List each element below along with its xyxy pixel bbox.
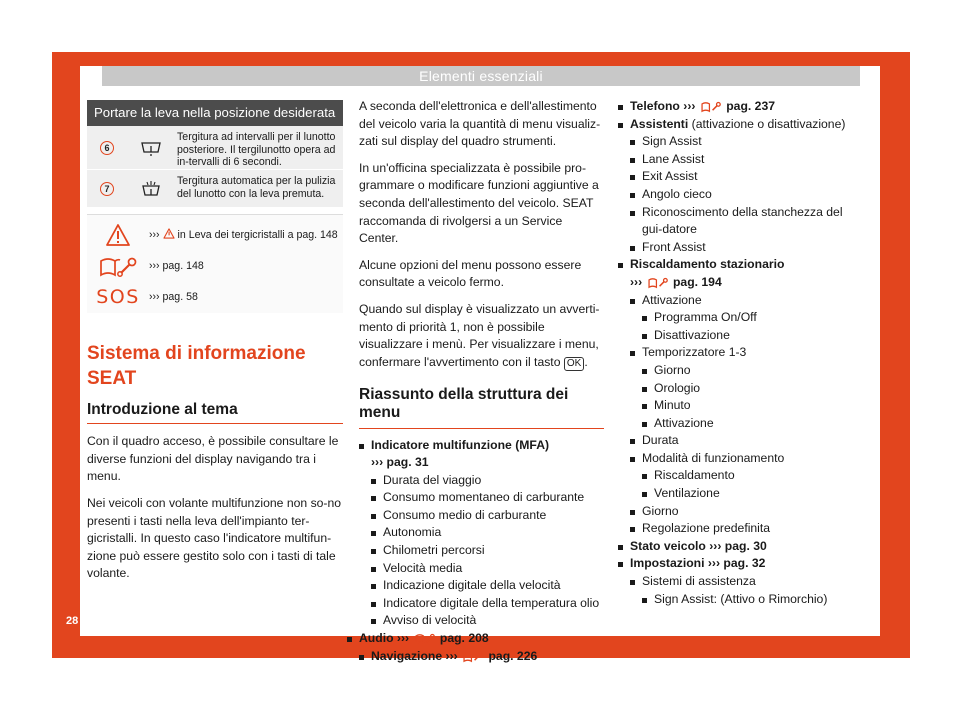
list-item: Exit Assist (630, 168, 866, 186)
list-item: Minuto (642, 397, 866, 415)
list-item: Disattivazione (642, 327, 866, 345)
rear-washer-icon (140, 181, 162, 197)
column-right (618, 98, 866, 608)
list-item: Indicatore multifunzione (MFA) ››› pag. 31 Durata del viaggio Consumo momentaneo di carburante Consumo medio di carburante Autonomia Chilometri percorsi Velocità media Indicazione digitale della velocità Indicatore digitale della temperatura olio Avviso di velocità (359, 437, 604, 631)
list-item: Audio ››› pag. 208 (347, 630, 604, 648)
list-item: Sistemi di assistenza Sign Assist: (Attivo o Rimorchio) (630, 573, 866, 608)
page-reference[interactable]: ››› pag. 32 (707, 556, 766, 571)
list-item: Durata del viaggio (371, 472, 604, 490)
rear-wiper-interval-icon (140, 140, 162, 156)
list-item: Riscaldamento stazionario ››› pag. 194 Attivazione Programma On/Off Disattivazione Temporizzatore 1-3 Giorno Orologio Minuto Attivazione Durata Modalità di funzionamento Riscaldamento Ventilazione Giorno Regolazione predefinita (618, 256, 866, 538)
callout-number: 7 (100, 182, 114, 196)
list-item: Telefono ››› pag. 237 (618, 98, 866, 116)
book-wrench-icon (648, 276, 668, 289)
book-wrench-icon (415, 632, 435, 645)
book-wrench-icon (701, 100, 721, 113)
book-wrench-icon (463, 650, 483, 663)
list-item: Velocità media (371, 560, 604, 578)
table-cell-text: Tergitura automatica per la pulizia del lunotto con la leva premuta. (177, 175, 336, 200)
list-item: Impostazioni ››› pag. 32 Sistemi di assistenza Sign Assist: (Attivo o Rimorchio) (618, 555, 866, 608)
page-reference[interactable]: ››› pag. 31 (371, 455, 429, 470)
paragraph: Con il quadro acceso, è possibile consultare le diverse funzioni del display navigando tra i menu. (87, 434, 339, 484)
list-item: Navigazione ››› pag. 226 (359, 648, 604, 666)
table-cell-text: Tergitura ad intervalli per il lunotto posteriore. Il tergilunotto opera ad in-tervalli di 6 secondi. (177, 131, 336, 169)
reference-row (87, 286, 343, 308)
page-ref-arrows: ››› (149, 229, 160, 241)
reference-box (87, 214, 343, 313)
page-reference[interactable]: in Leva dei tergicristalli a pag. 148 (177, 229, 338, 241)
reference-row (87, 255, 343, 277)
page-number: 28 (66, 615, 79, 627)
page-reference[interactable]: pag. 226 (488, 648, 538, 663)
list-item: Sign Assist (630, 133, 866, 151)
list-item: Angolo cieco (630, 186, 866, 204)
paragraph: A seconda dell'elettronica e dell'allestimento del veicolo varia la quantità di menu visualiz-zati sul display del quadro strumenti. (359, 99, 601, 149)
table-heading: Portare la leva nella posizione desiderata (87, 100, 343, 126)
section-title: Sistema di informazione SEAT (87, 342, 306, 389)
paragraph: Quando sul display è visualizzato un avverti-mento di priorità 1, non è possibile visualizzare i menù. Per visualizzare i menu, confermare l'avvertimento con il tasto OK . (359, 301, 600, 369)
sos-icon: SOS (96, 286, 140, 308)
list-item: Indicazione digitale della velocità (371, 577, 604, 595)
list-item: Modalità di funzionamento Riscaldamento Ventilazione (630, 450, 866, 503)
section-subtitle: Introduzione al tema (87, 401, 343, 425)
page-reference[interactable]: ››› pag. 58 (149, 291, 198, 304)
menu-structure-list (618, 98, 866, 608)
list-item: Riscaldamento (642, 467, 866, 485)
list-item: Durata (630, 432, 866, 450)
menu-summary-title: Riassunto della struttura dei menu (359, 386, 604, 428)
list-item: Indicatore digitale della temperatura olio (371, 595, 604, 613)
page-reference[interactable]: pag. 208 (439, 631, 489, 646)
column-middle (359, 98, 604, 665)
list-item: Ventilazione (642, 485, 866, 503)
warning-triangle-icon (105, 223, 131, 247)
list-item: Orologio (642, 380, 866, 398)
list-item: Avviso di velocità (371, 612, 604, 630)
menu-structure-list (359, 437, 604, 666)
list-item: Consumo momentaneo di carburante (371, 489, 604, 507)
list-item: Chilometri percorsi (371, 542, 604, 560)
list-item: Giorno (642, 362, 866, 380)
page-reference[interactable]: pag. 194 (672, 274, 722, 289)
callout-number: 6 (100, 141, 114, 155)
chapter-header: Elementi essenziali (102, 66, 860, 86)
list-item: Lane Assist (630, 151, 866, 169)
list-item: Sign Assist: (Attivo o Rimorchio) (642, 591, 866, 609)
list-item: Attivazione Programma On/Off Disattivazione (630, 292, 866, 345)
list-item: Attivazione (642, 415, 866, 433)
reference-row (87, 223, 343, 247)
paragraph: Nei veicoli con volante multifunzione non so-no presenti i tasti nella leva dell'impianto ter-gicristalli. In questo caso l'indicatore multifun-zione può essere gestito solo con i tasti di tale volante. (87, 495, 342, 581)
list-item: Riconoscimento della stanchezza del gui-datore (630, 204, 866, 239)
list-item: Programma On/Off (642, 309, 866, 327)
list-item: Giorno (630, 503, 866, 521)
page-reference[interactable]: ››› pag. 148 (149, 259, 204, 272)
list-item: Stato veicolo ››› pag. 30 (618, 538, 866, 556)
list-item: Autonomia (371, 524, 604, 542)
paragraph: Alcune opzioni del menu possono essere consultate a veicolo fermo. (359, 257, 582, 290)
warning-triangle-icon (163, 228, 175, 239)
book-wrench-icon (99, 255, 137, 277)
list-item: Assistenti (attivazione o disattivazione) Sign Assist Lane Assist Exit Assist Angolo cieco Riconoscimento della stanchezza del gui-datore Front Assist (618, 116, 866, 257)
table-row (87, 170, 343, 208)
page-reference[interactable]: ››› pag. 30 (709, 538, 767, 553)
table-row (87, 126, 343, 170)
list-item: Temporizzatore 1-3 Giorno Orologio Minuto Attivazione (630, 344, 866, 432)
paragraph: In un'officina specializzata è possibile pro-grammare o modificare funzioni aggiuntive a seconda dell'allestimento del veicolo. SEAT raccomanda di rivolgersi a un Service Center. (359, 160, 599, 246)
list-item: Regolazione predefinita (630, 520, 866, 538)
list-item: Front Assist (630, 239, 866, 257)
page-reference[interactable]: pag. 237 (726, 99, 776, 113)
ok-key: OK (564, 357, 584, 371)
column-left (87, 98, 343, 583)
list-item: Consumo medio di carburante (371, 507, 604, 525)
